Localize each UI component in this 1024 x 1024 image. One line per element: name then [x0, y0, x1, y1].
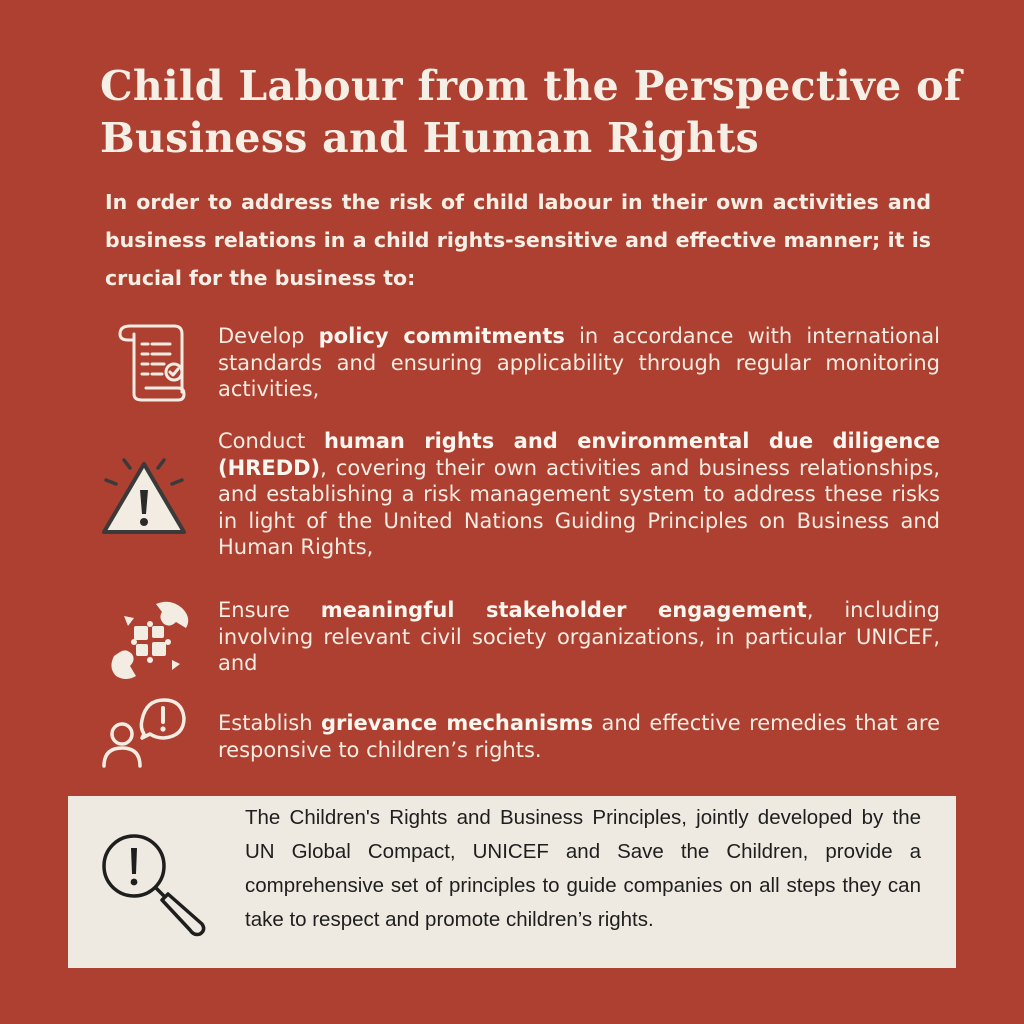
item-pre: Develop: [218, 324, 319, 348]
item-bold: human rights and environmental due diligence (HREDD): [218, 429, 940, 480]
list-item-stakeholder: [218, 597, 940, 677]
person-alert-bubble-icon: [100, 694, 190, 770]
principles-note-text: The Children's Rights and Business Principles, jointly developed by the UN Global Compact, UNICEF and Save the Children, provide a comprehensive set of principles to guide companies on all steps they can take to respect and promote children’s rights.: [245, 806, 921, 931]
item-post: and effective remedies that are responsive to children’s rights.: [218, 711, 940, 762]
item-pre: Conduct: [218, 429, 324, 453]
item-post: , covering their own activities and business relationships, and establishing a risk management system to address these risks in light of the United Nations Guiding Principles on Business and Human Rights,: [218, 455, 940, 559]
item-bold: policy commitments: [318, 324, 565, 348]
intro-paragraph: In order to address the risk of child labour in their own activities and business relations in a child rights-sensitive and effective manner; it is crucial for the business to:: [105, 190, 931, 290]
item-pre: Establish: [218, 711, 321, 735]
list-item-policy: [218, 323, 940, 403]
policy-document-icon: [112, 322, 188, 402]
list-item-grievance: [218, 710, 940, 763]
stakeholder-puzzle-icon: [106, 598, 194, 682]
warning-triangle-icon: [96, 452, 192, 538]
magnifier-alert-icon: [98, 830, 210, 938]
principles-note-box: [68, 796, 956, 968]
item-post: , including involving relevant civil society organizations, in particular UNICEF, and: [218, 598, 940, 675]
item-pre: Ensure: [218, 598, 321, 622]
item-bold: grievance mechanisms: [320, 711, 594, 735]
page-title: Child Labour from the Perspective of Business and Human Rights: [100, 62, 962, 162]
item-bold: meaningful stakeholder engagement: [320, 598, 807, 622]
list-item-hredd: [218, 428, 940, 561]
item-post: in accordance with international standards and ensuring applicability through regular monitoring activities,: [218, 324, 940, 401]
